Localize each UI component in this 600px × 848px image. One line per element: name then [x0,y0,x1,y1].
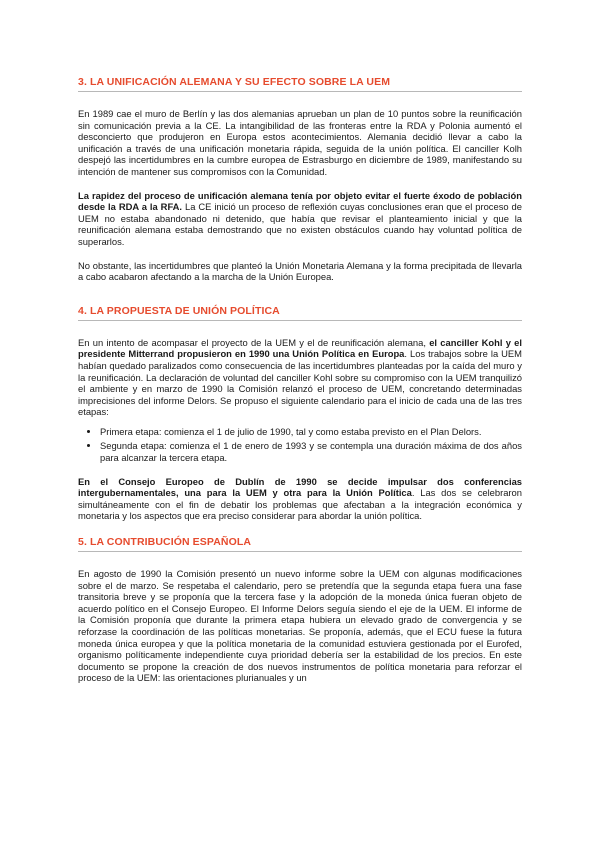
etapas-list [78,426,522,464]
section-4-paragraph-2 [78,476,522,522]
section-4-heading: 4. LA PROPUESTA DE UNIÓN POLÍTICA [78,305,522,321]
section-3-paragraph-2 [78,190,522,248]
section-5-paragraph-1: En agosto de 1990 la Comisión presentó un nuevo informe sobre la UEM con algunas modificaciones sobre el de marzo. Se respetaba el calendario, pero se pretendía que la segunda etapa fuera una fase transitoria breve y se proponía que la tercera fase y la adopción de la moneda única fueran objeto de acuerdo político en el Consejo Europeo. El Informe Delors seguía siendo el eje de la UEM. El informe de la Comisión proponía que durante la primera etapa hubiera un elevado grado de convergencia y se reforzase la coordinación de las políticas monetarias. Se proponía, además, que el ECU fuese la futura moneda única europea y que la política monetaria de la comunidad estuviera gestionada por el Eurofed, organismo políticamente independiente cuya prioridad debería ser la estabilidad de los precios. En este documento se propone la creación de dos nuevos instrumentos de política monetaria para reforzar el proceso de la UEM: las orientaciones plurianuales y un [78,568,522,684]
section-4-paragraph-2-text: . Las dos se celebraron simultáneamente con el fin de debatir los problemas que afectaban a la integración económica y monetaria y los aspectos que era preciso considerar para abordar la unión política. [78,487,522,522]
section-3-paragraph-2-text: La CE inició un proceso de reflexión cuyas conclusiones eran que el proceso de UEM no estaba abandonado ni detenido, que había que revisar el planteamiento inicial y que la reunificación alemana estaba demostrando que no existen obstáculos cuando hay voluntad política de superarlos. [78,201,522,247]
section-4-paragraph-1-text: . Los trabajos sobre la UEM habían quedado paralizados como consecuencia de las incertidumbres planteadas por la caída del muro y la reunificación. La declaración de voluntad del canciller Kohl sobre su compromiso con la UEM tranquilizó el ambiente y en marzo de 1990 la Comisión relanzó el proceso de UEM, concretando determinadas imprecisiones del informe Delors. Se propuso el siguiente calendario para el inicio de cada una de las tres etapas: [78,348,522,418]
list-item: • Primera etapa: comienza el 1 de julio de 1990, tal y como estaba previsto en el Plan Delors. [100,426,522,438]
section-4-paragraph-1-emphasis: el canciller Kohl y el presidente Mitterrand propusieron en 1990 una Unión Política en Europa [78,336,522,360]
section-3-heading: 3. LA UNIFICACIÓN ALEMANA Y SU EFECTO SOBRE LA UEM [78,76,522,92]
section-4-paragraph-1 [78,337,522,418]
section-3-paragraph-3: No obstante, las incertidumbres que planteó la Unión Monetaria Alemana y la forma precipitada de llevarla a cabo acabaron afectando a la marcha de la Unión Europea. [78,259,522,283]
section-5-heading: 5. LA CONTRIBUCIÓN ESPAÑOLA [78,536,522,552]
section-4-paragraph-1-intro: En un intento de acompasar el proyecto de la UEM y el de reunificación alemana, [78,336,430,348]
section-4-paragraph-2-emphasis: En el Consejo Europeo de Dublín de 1990 se decide impulsar dos conferencias intergubernamentales, una para la UEM y otra para la Unión Política [78,475,522,499]
section-3-paragraph-2-emphasis: La rapidez del proceso de unificación alemana tenía por objeto evitar el fuerte éxodo de población desde la RDA a la RFA. [78,189,522,213]
section-3-paragraph-1: En 1989 cae el muro de Berlín y las dos alemanias aprueban un plan de 10 puntos sobre la reunificación sin comunicación previa a la CE. La intangibilidad de las fronteras entre la RDA y Polonia aumentó el desconcierto que produjeron en Europa estos acontecimientos. Alemania decidió llevar a cabo la unificación a través de una unificación monetaria rápida, seguida de la unión política. El canciller Kolh despejó las incertidumbres en la cumbre europea de Estrasburgo en diciembre de 1989, manifestando su intención de mantener sus compromisos con la Comunidad. [78,108,522,177]
list-item: • Segunda etapa: comienza el 1 de enero de 1993 y se contempla una duración máxima de dos años para alcanzar la tercera etapa. [100,440,522,463]
